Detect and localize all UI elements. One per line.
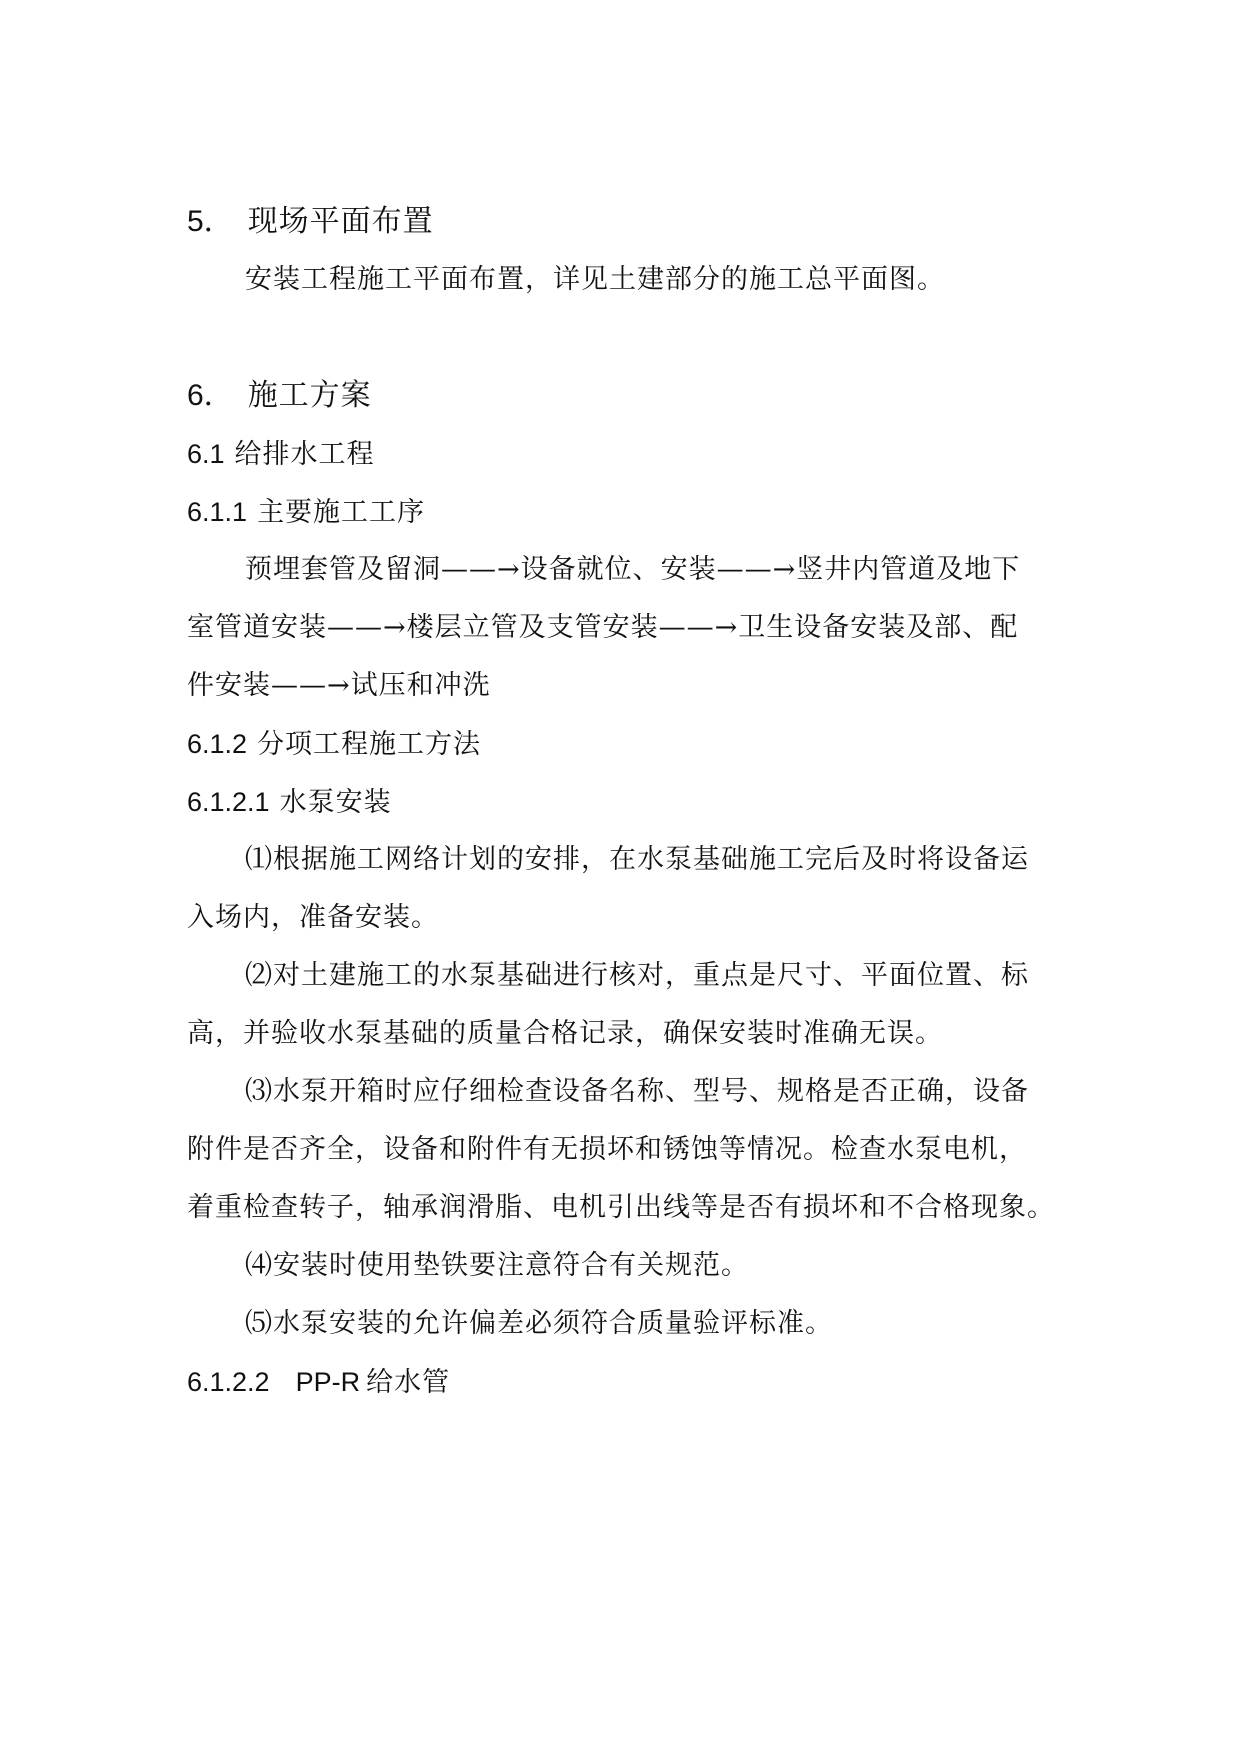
- section-title: 水泵安装: [279, 787, 392, 818]
- process-flow-line: 室管道安装——→楼层立管及支管安装——→卫生设备安装及部、配: [187, 612, 1019, 643]
- paragraph-line: 入场内，准备安装。: [187, 902, 439, 933]
- section-title: 现场平面布置: [247, 204, 434, 239]
- section-number: 6.1.2.2: [187, 1367, 270, 1397]
- section-6-1-heading: [187, 436, 375, 473]
- section-number: 6.1.1: [187, 497, 248, 527]
- section-title: 主要施工工序: [257, 497, 426, 528]
- section-title: 施工方案: [247, 378, 372, 413]
- section-6-1-2-1-heading: [187, 784, 392, 821]
- section-6-heading: [187, 378, 372, 414]
- section-number: 6.1: [187, 439, 225, 469]
- section-number: 6.1.2: [187, 729, 248, 759]
- section-5-heading: [187, 204, 434, 240]
- paragraph-line: 附件是否齐全，设备和附件有无损坏和锈蚀等情况。检查水泵电机，: [187, 1134, 1027, 1165]
- paragraph-line: ⑵对土建施工的水泵基础进行核对，重点是尺寸、平面位置、标: [245, 960, 1029, 991]
- paragraph-line: ⑴根据施工网络计划的安排，在水泵基础施工完后及时将设备运: [245, 844, 1029, 875]
- process-flow-line: 预埋套管及留洞——→设备就位、安装——→竖井内管道及地下: [245, 554, 1021, 585]
- section-title: 分项工程施工方法: [257, 729, 482, 760]
- section-number: 5．: [187, 205, 234, 238]
- paragraph-line: ⑸水泵安装的允许偏差必须符合质量验评标准。: [245, 1308, 833, 1339]
- section-5-paragraph: 安装工程施工平面布置，详见土建部分的施工总平面图。: [245, 264, 945, 295]
- section-6-1-2-heading: [187, 726, 481, 763]
- section-6-1-1-heading: [187, 494, 425, 531]
- section-6-1-2-2-heading: [187, 1364, 450, 1401]
- section-number: 6.1.2.1: [187, 787, 270, 817]
- section-title: 给排水工程: [234, 439, 375, 470]
- section-number: 6．: [187, 379, 234, 412]
- section-title: 给水管: [366, 1367, 451, 1398]
- paragraph-line: ⑶水泵开箱时应仔细检查设备名称、型号、规格是否正确，设备: [245, 1076, 1029, 1107]
- paragraph-line: 着重检查转子，轴承润滑脂、电机引出线等是否有损坏和不合格现象。: [187, 1192, 1055, 1223]
- paragraph-line: ⑷安装时使用垫铁要注意符合有关规范。: [245, 1250, 749, 1281]
- section-title-latin: PP-R: [295, 1367, 361, 1397]
- process-flow-line: 件安装——→试压和冲洗: [187, 670, 491, 701]
- paragraph-line: 高，并验收水泵基础的质量合格记录，确保安装时准确无误。: [187, 1018, 943, 1049]
